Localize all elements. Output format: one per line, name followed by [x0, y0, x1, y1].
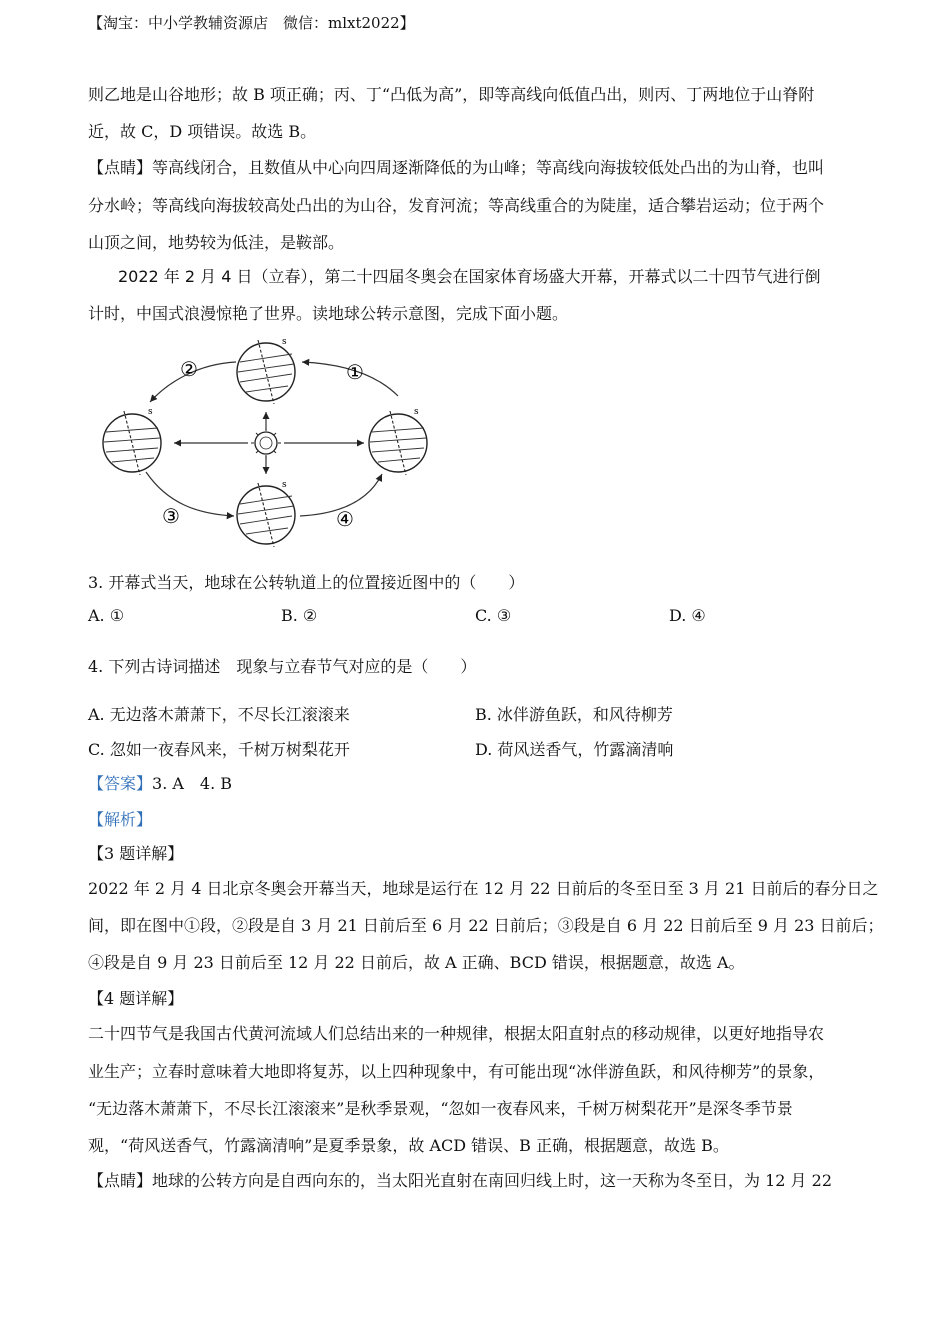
q4-option-a[interactable]: A. 无边落木萧萧下，不尽长江滚滚来 [88, 705, 350, 724]
intro-line-2: 计时，中国式浪漫惊艳了世界。读地球公转示意图，完成下面小题。 [88, 304, 569, 323]
question-4-stem: 4. 下列古诗词描述 现象与立春节气对应的是（ ） [88, 657, 477, 676]
prev-tip-line-2: 分水岭；等高线向海拔较高处凸出的为山谷，发育河流；等高线重合的为陡崖，适合攀岩运动；位于两个 [88, 196, 825, 215]
detail-3-line-2: 间，即在图中①段，②段是自 3 月 21 日前后至 6 月 22 日前后；③段是自 6 月 22 日前后至 9 月 23 日前后； [88, 916, 884, 935]
q4-option-c[interactable]: C. 忽如一夜春风来，千树万树梨花开 [88, 740, 350, 759]
q4-option-d[interactable]: D. 荷风送香气，竹露滴清响 [475, 740, 674, 759]
detail-4-line-1: 二十四节气是我国古代黄河流域人们总结出来的一种规律，根据太阳直射点的移动规律，以更好地指导农 [88, 1024, 825, 1043]
earth-revolution-diagram [98, 334, 438, 552]
final-tip-text: 地球的公转方向是自西向东的，当太阳光直射在南回归线上时，这一天称为冬至日，为 12 月 22 [152, 1171, 832, 1190]
page-header: 【淘宝：中小学教辅资源店 微信：mlxt2022】 [88, 14, 415, 32]
q4-option-b[interactable]: B. 冰伴游鱼跃，和风待柳芳 [475, 705, 673, 724]
detail-3-title: 【3 题详解】 [88, 844, 184, 863]
answer-line [88, 771, 232, 794]
segment-label-3: ③ [162, 504, 180, 528]
prev-answer-line-2: 近，故 C，D 项错误。故选 B。 [88, 122, 317, 141]
prev-answer-line-1: 则乙地是山谷地形；故 B 项正确；丙、丁“凸低为高”，即等高线向低值凸出，则丙、丁两地位于山脊附 [88, 85, 815, 104]
earth-right [369, 407, 427, 475]
detail-4-line-3: “无边落木萧萧下，不尽长江滚滚来”是秋季景观，“忽如一夜春风来，千树万树梨花开”是深冬季节景 [88, 1099, 793, 1118]
answer-label: 【答案】 [88, 774, 153, 793]
intro-line-1: 2022 年 2 月 4 日（立春），第二十四届冬奥会在国家体育场盛大开幕，开幕式以二十四节气进行倒 [118, 267, 821, 286]
orbit-arc-3 [146, 472, 234, 516]
q3-option-c[interactable]: C. ③ [475, 606, 512, 625]
answer-text: 3. A 4. B [152, 774, 233, 793]
detail-3-line-1: 2022 年 2 月 4 日北京冬奥会开幕当天，地球是运行在 12 月 22 日前后的冬至日至 3 月 21 日前后的春分日之 [88, 879, 879, 898]
segment-label-1: ① [346, 360, 364, 384]
question-3-stem: 3. 开幕式当天，地球在公转轨道上的位置接近图中的（ ） [88, 573, 525, 592]
svg-text:s: s [148, 407, 153, 417]
detail-4-line-4: 观，“荷风送香气，竹露滴清响”是夏季景象，故 ACD 错误、B 正确，根据题意，故选 B。 [88, 1136, 729, 1155]
prev-tip-line-3: 山顶之间，地势较为低洼，是鞍部。 [88, 233, 345, 252]
earth-bottom [237, 480, 295, 547]
q3-option-b[interactable]: B. ② [281, 606, 318, 625]
q3-option-a[interactable]: A. ① [88, 606, 125, 625]
detail-4-line-2: 业生产；立春时意味着大地即将复苏，以上四种现象中，有可能出现“冰伴游鱼跃，和风待柳芳”的景象， [88, 1062, 825, 1081]
final-tip-label: 【点睛】 [88, 1171, 153, 1190]
detail-4-title: 【4 题详解】 [88, 989, 184, 1008]
earth-left [103, 407, 161, 475]
segment-label-4: ④ [336, 507, 354, 531]
analysis-label: 【解析】 [88, 810, 153, 829]
svg-text:s: s [282, 480, 287, 490]
prev-tip-label: 【点睛】 [88, 158, 153, 177]
detail-3-line-3: ④段是自 9 月 23 日前后至 12 月 22 日前后，故 A 正确、BCD 错误，根据题意，故选 A。 [88, 953, 745, 972]
final-tip-line [88, 1168, 832, 1191]
sun-icon [251, 428, 281, 458]
earth-top [237, 337, 295, 404]
svg-text:s: s [282, 337, 287, 347]
q3-option-d[interactable]: D. ④ [669, 606, 706, 625]
prev-tip-line-1: 【点睛】等高线闭合，且数值从中心向四周逐渐降低的为山峰；等高线向海拔较低处凸出的为山脊，也叫 [88, 158, 825, 177]
svg-text:s: s [414, 407, 419, 417]
segment-label-2: ② [180, 357, 198, 381]
